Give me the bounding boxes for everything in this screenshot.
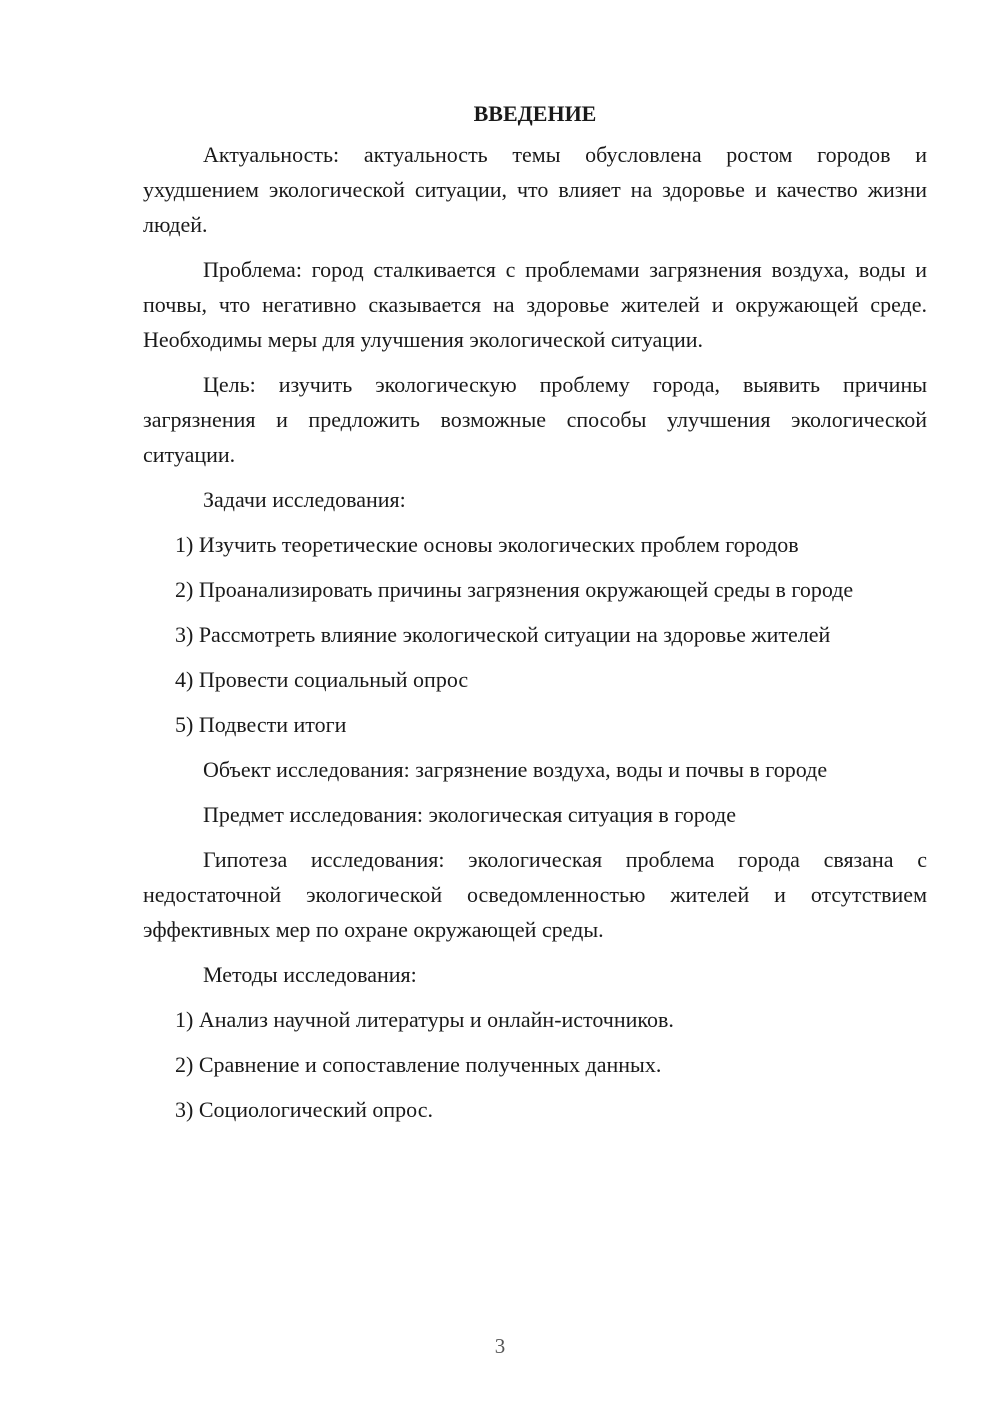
paragraph-hypothesis: Гипотеза исследования: экологическая проблема города связана с недостаточной экологической осведомленностью жителей и отсутствием эффективных мер по охране окружающей среды. <box>143 847 927 942</box>
page-content <box>143 96 927 1137</box>
list-item-task-4: 4) Провести социальный опрос <box>175 667 469 692</box>
paragraph-tasks-heading: Задачи исследования: <box>203 487 406 512</box>
list-item-method-1: 1) Анализ научной литературы и онлайн-источников. <box>175 1007 674 1032</box>
list-item-task-5: 5) Подвести итоги <box>175 712 347 737</box>
paragraph-subject: Предмет исследования: экологическая ситуация в городе <box>203 802 737 827</box>
paragraph-relevance: Актуальность: актуальность темы обусловлена ростом городов и ухудшением экологической ситуации, что влияет на здоровье и качество жизни людей. <box>143 142 927 237</box>
list-item-task-1: 1) Изучить теоретические основы экологических проблем городов <box>175 532 799 557</box>
paragraph-methods-heading: Методы исследования: <box>203 962 417 987</box>
list-item-method-2: 2) Сравнение и сопоставление полученных данных. <box>175 1052 662 1077</box>
paragraph-problem: Проблема: город сталкивается с проблемами загрязнения воздуха, воды и почвы, что негативно сказывается на здоровье жителей и окружающей среде. Необходимы меры для улучшения экологической ситуации. <box>143 257 927 352</box>
list-item-task-2: 2) Проанализировать причины загрязнения окружающей среды в городе <box>175 577 854 602</box>
list-item-method-3: 3) Социологический опрос. <box>175 1097 433 1122</box>
paragraph-object: Объект исследования: загрязнение воздуха, воды и почвы в городе <box>203 757 828 782</box>
paragraph-goal: Цель: изучить экологическую проблему города, выявить причины загрязнения и предложить возможные способы улучшения экологической ситуации. <box>143 372 927 467</box>
list-item-task-3: 3) Рассмотреть влияние экологической ситуации на здоровье жителей <box>175 622 831 647</box>
page-number: 3 <box>494 1334 506 1358</box>
section-title: ВВЕДЕНИЕ <box>473 101 597 126</box>
